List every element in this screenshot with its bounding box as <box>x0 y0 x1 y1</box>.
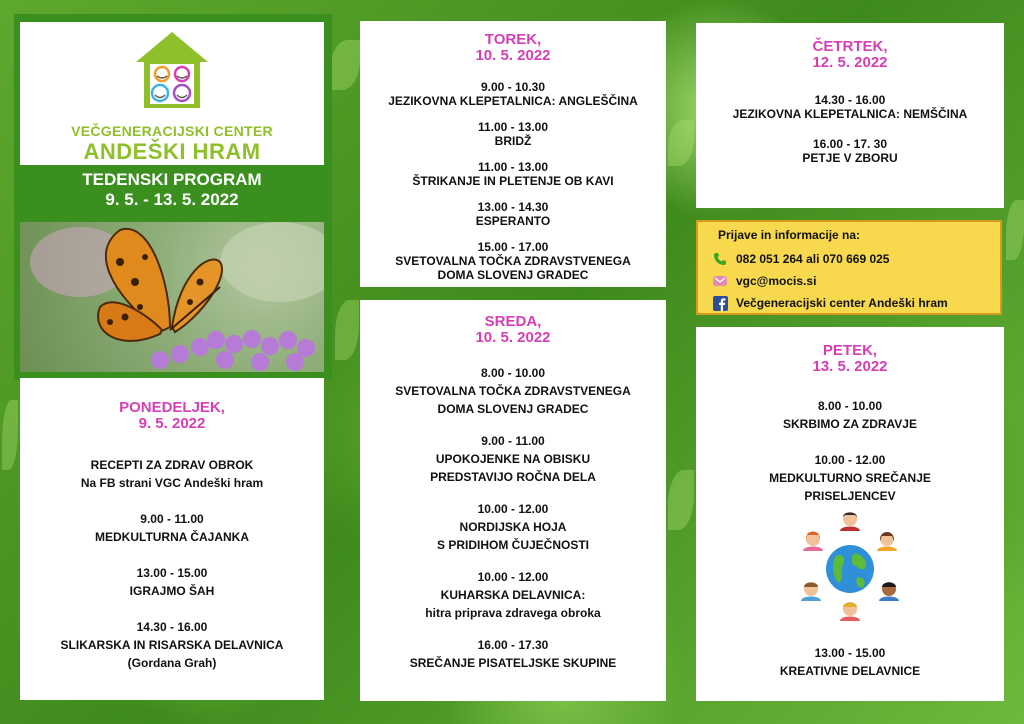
logo-name-line1: VEČGENERACIJSKI CENTER <box>71 123 273 139</box>
event-time: 14.30 - 16.00 <box>814 93 886 107</box>
event-title: SVETOVALNA TOČKA ZDRAVSTVENEGA <box>395 384 631 398</box>
event-time: 15.00 - 17.00 <box>477 240 549 254</box>
event-note: S PRIDIHOM ČUJEČNOSTI <box>436 538 589 552</box>
contact-info-box <box>696 220 1002 315</box>
email-row <box>712 270 988 292</box>
event-time: 8.00 - 10.00 <box>480 366 546 380</box>
event-time: 14.30 - 16.00 <box>136 620 208 634</box>
day-heading: PETEK, <box>822 342 878 359</box>
phone-text[interactable]: 082 051 264 ali 070 669 025 <box>736 252 890 266</box>
event-note: (Gordana Grah) <box>127 656 217 670</box>
event-title: KUHARSKA DELAVNICA: <box>440 588 586 602</box>
day-date: 10. 5. 2022 <box>475 47 551 64</box>
program-heading: TEDENSKI PROGRAM <box>82 170 262 189</box>
event-note: PRISELJENCEV <box>804 489 896 503</box>
logo-card <box>20 22 324 165</box>
mail-icon <box>712 273 728 289</box>
day-heading: TOREK, <box>484 31 542 48</box>
phone-icon <box>712 251 728 267</box>
day-heading: ČETRTEK, <box>812 38 888 55</box>
day-date: 13. 5. 2022 <box>812 358 888 375</box>
thursday-card <box>696 23 1004 208</box>
event-time: 9.00 - 11.00 <box>140 512 204 526</box>
facebook-icon <box>712 295 728 311</box>
wednesday-card <box>360 300 666 701</box>
event-title: SKRBIMO ZA ZDRAVJE <box>782 417 917 431</box>
day-date: 10. 5. 2022 <box>475 329 551 346</box>
day-date: 12. 5. 2022 <box>812 54 888 71</box>
event-time: 11.00 - 13.00 <box>477 160 549 174</box>
event-title: MEDKULTURNO SREČANJE <box>769 471 931 485</box>
facebook-row <box>712 292 988 314</box>
monday-card <box>20 378 324 700</box>
day-heading: SREDA, <box>484 313 542 330</box>
event-title: Na FB strani VGC Andeški hram <box>80 476 264 490</box>
program-title <box>20 170 324 210</box>
event-title: ESPERANTO <box>475 214 551 228</box>
event-title: SREČANJE PISATELJSKE SKUPINE <box>409 656 617 670</box>
event-time: 16.00 - 17.30 <box>477 638 549 652</box>
event-title: PETJE V ZBORU <box>802 151 898 165</box>
globe-people-icon <box>795 509 905 627</box>
event-title: JEZIKOVNA KLEPETALNICA: NEMŠČINA <box>732 107 968 121</box>
friday-card <box>696 327 1004 701</box>
event-time: 13.00 - 15.00 <box>814 646 886 660</box>
event-note: PREDSTAVIJO ROČNA DELA <box>430 470 596 484</box>
event-title: BRIDŽ <box>494 134 532 148</box>
event-title: JEZIKOVNA KLEPETALNICA: ANGLEŠČINA <box>388 94 638 108</box>
contact-title: Prijave in informacije na: <box>718 228 861 242</box>
event-time: 10.00 - 12.00 <box>477 570 549 584</box>
event-time: 11.00 - 13.00 <box>477 120 549 134</box>
logo-house-icon <box>132 28 212 110</box>
event-time: 13.00 - 15.00 <box>136 566 208 580</box>
event-note: DOMA SLOVENJ GRADEC <box>437 402 589 416</box>
event-title: ŠTRIKANJE IN PLETENJE OB KAVI <box>412 174 614 188</box>
event-time: 13.00 - 14.30 <box>477 200 549 214</box>
event-title: UPOKOJENKE NA OBISKU <box>435 452 591 466</box>
event-time: 9.00 - 10.30 <box>480 80 546 94</box>
facebook-text[interactable]: Večgeneracijski center Andeški hram <box>736 296 948 310</box>
tuesday-card <box>360 21 666 287</box>
event-title: MEDKULTURNA ČAJANKA <box>95 530 249 544</box>
event-title: IGRAJMO ŠAH <box>129 584 215 598</box>
program-dates: 9. 5. - 13. 5. 2022 <box>105 190 239 209</box>
phone-row <box>712 248 988 270</box>
event-note: hitra priprava zdravega obroka <box>425 606 601 620</box>
day-date: 9. 5. 2022 <box>138 415 206 432</box>
event-title: KREATIVNE DELAVNICE <box>779 664 921 678</box>
day-heading: PONEDELJEK, <box>119 399 225 416</box>
event-time: 8.00 - 10.00 <box>817 399 883 413</box>
event-note: DOMA SLOVENJ GRADEC <box>437 268 589 282</box>
butterfly-photo <box>20 222 324 372</box>
event-time: 10.00 - 12.00 <box>814 453 886 467</box>
event-title: NORDIJSKA HOJA <box>459 520 567 534</box>
logo-name-line2: ANDEŠKI HRAM <box>83 139 261 164</box>
event-time: 10.00 - 12.00 <box>477 502 549 516</box>
event-time: RECEPTI ZA ZDRAV OBROK <box>90 458 254 472</box>
event-title: SLIKARSKA IN RISARSKA DELAVNICA <box>60 638 284 652</box>
event-time: 16.00 - 17. 30 <box>812 137 888 151</box>
email-text[interactable]: vgc@mocis.si <box>736 274 817 288</box>
event-title: SVETOVALNA TOČKA ZDRAVSTVENEGA <box>395 254 631 268</box>
event-time: 9.00 - 11.00 <box>481 434 545 448</box>
